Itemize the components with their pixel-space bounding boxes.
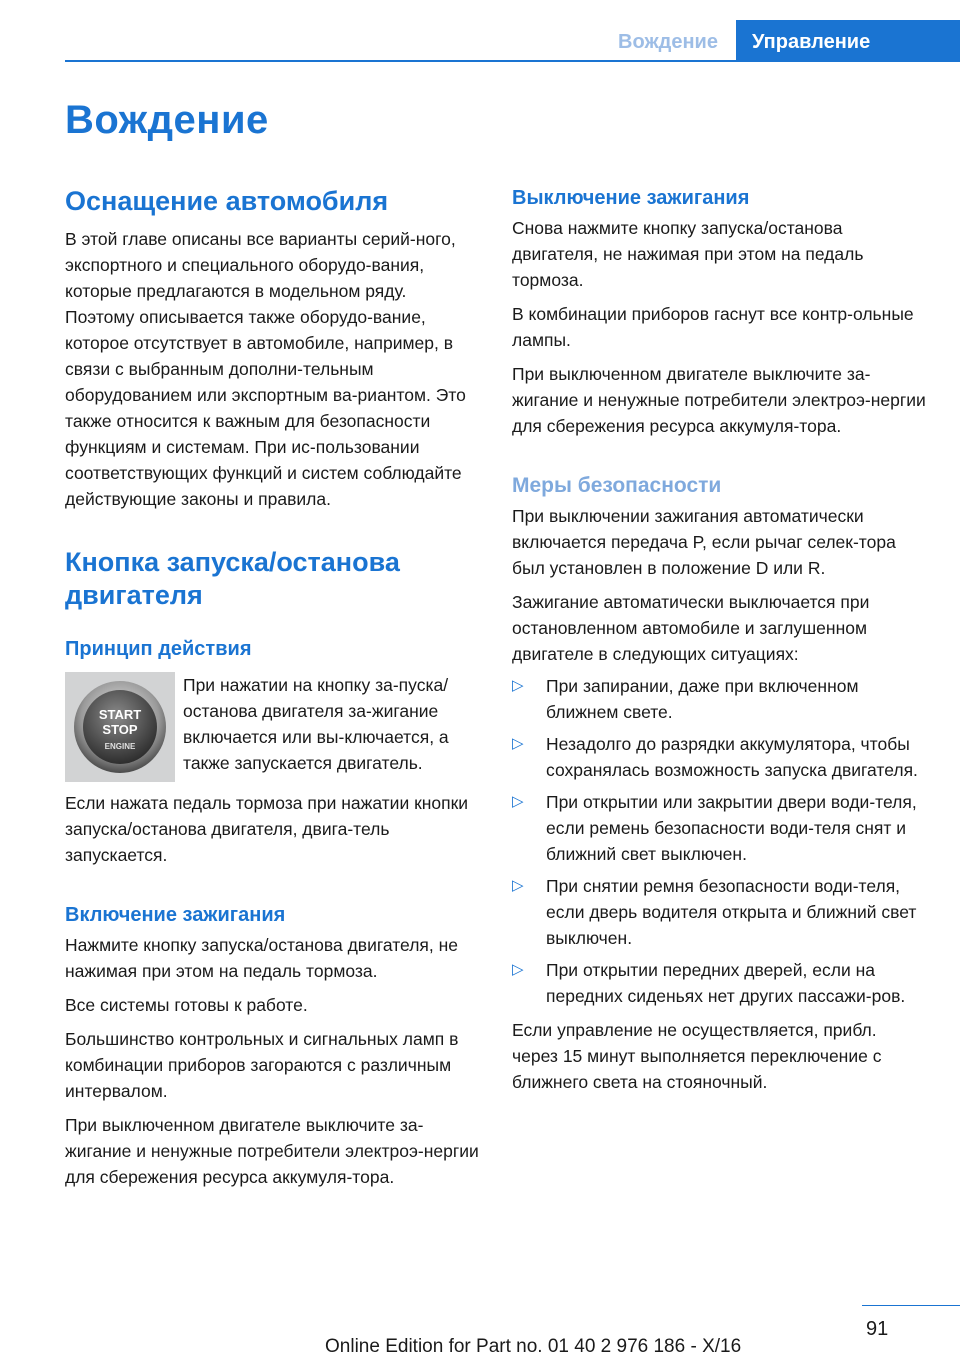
triangle-bullet-icon: ▷ <box>512 735 524 752</box>
section-tab[interactable]: Вождение <box>618 31 718 53</box>
list-item <box>512 873 927 951</box>
start-stop-engine-icon <box>72 679 168 775</box>
heading-start-stop-button: Кнопка запуска/останова двигателя <box>65 547 400 610</box>
start-label: START <box>98 707 142 722</box>
heading-principle: Принцип действия <box>65 638 252 660</box>
paragraph-ignition-on-4: При выключенном двигателе выключите за-жигание и ненужные потребители электроэ-нергии для сбережения ресурса аккумуля-тора. <box>65 1115 479 1187</box>
principle-block <box>65 672 480 782</box>
paragraph-equipment: В этой главе описаны все варианты серий-ного, экспортного и специального оборудо-вания, которые предлагаются в модельном ряду. Поэтому описывается также оборудо-вание, которое отсутствует в автомобиле, например, в связи с выбранным дополни-тельным оборудованием или экспортным ва-риантом. Это также относится к важным для безопасности функциям и системам. При ис-пользовании соответствующих функций и систем соблюдайте действующие законы и правила. <box>65 229 466 509</box>
paragraph-principle: При нажатии на кнопку за-пуска/останова двигателя за-жигание включается или вы-ключается, а также запускается двигатель. <box>183 675 449 773</box>
paragraph-ignition-off-2: В комбинации приборов гаснут все контр-ольные лампы. <box>512 304 914 350</box>
list-item-text: При снятии ремня безопасности води-теля, если дверь водителя открыта и ближний свет выключен. <box>546 876 917 948</box>
paragraph-safety-3: Если управление не осуществляется, прибл. через 15 минут выполняется переключение с ближнего света на стояночный. <box>512 1020 882 1092</box>
list-item-text: При открытии или закрытии двери води-теля, если ремень безопасности води-теля снят и ближний свет выключен. <box>546 792 917 864</box>
footer-rule <box>862 1305 960 1306</box>
right-column <box>512 185 927 1095</box>
triangle-bullet-icon: ▷ <box>512 961 524 978</box>
edition-footer: Online Edition for Part no. 01 40 2 976 186 - X/16 <box>325 1336 742 1357</box>
page-header <box>0 0 960 62</box>
paragraph-safety-2: Зажигание автоматически выключается при остановленном автомобиле и заглушенном двигателе в следующих ситуациях: <box>512 592 870 664</box>
list-item <box>512 673 927 725</box>
list-item <box>512 789 927 867</box>
heading-ignition-off: Выключение зажигания <box>512 187 750 209</box>
left-column <box>65 185 480 1190</box>
chapter-tab[interactable]: Управление <box>736 20 960 62</box>
safety-list <box>512 673 927 1009</box>
paragraph-ignition-off-1: Снова нажмите кнопку запуска/останова двигателя, не нажимая при этом на педаль тормоза. <box>512 218 864 290</box>
heading-ignition-on: Включение зажигания <box>65 904 286 926</box>
heading-equipment: Оснащение автомобиля <box>65 186 389 216</box>
list-item <box>512 731 927 783</box>
list-item-text: При открытии передних дверей, если на передних сиденьях нет других пассажи-ров. <box>546 960 906 1006</box>
start-stop-button-image <box>65 672 175 782</box>
heading-safety: Меры безопасности <box>512 474 722 497</box>
list-item-text: При запирании, даже при включенном ближнем свете. <box>546 676 859 722</box>
page-number: 91 <box>866 1318 889 1340</box>
header-rule <box>65 60 960 62</box>
paragraph-brake: Если нажата педаль тормоза при нажатии кнопки запуска/останова двигателя, двига-тель запускается. <box>65 793 469 865</box>
engine-label: ENGINE <box>104 742 136 751</box>
paragraph-ignition-on-2: Все системы готовы к работе. <box>65 995 308 1015</box>
paragraph-safety-1: При выключении зажигания автоматически включается передача P, если рычаг селек-тора был установлен в положение D или R. <box>512 506 896 578</box>
list-item-text: Незадолго до разрядки аккумулятора, чтобы сохранялась возможность запуска двигателя. <box>546 734 918 780</box>
triangle-bullet-icon: ▷ <box>512 677 524 694</box>
paragraph-ignition-on-1: Нажмите кнопку запуска/останова двигателя, не нажимая при этом на педаль тормоза. <box>65 935 458 981</box>
list-item <box>512 957 927 1009</box>
triangle-bullet-icon: ▷ <box>512 877 524 894</box>
paragraph-ignition-on-3: Большинство контрольных и сигнальных ламп в комбинации приборов загораются с различным интервалом. <box>65 1029 459 1101</box>
triangle-bullet-icon: ▷ <box>512 793 524 810</box>
page-title: Вождение <box>65 98 269 142</box>
stop-label: STOP <box>102 722 138 737</box>
paragraph-ignition-off-3: При выключенном двигателе выключите за-жигание и ненужные потребители электроэ-нергии для сбережения ресурса аккумуля-тора. <box>512 364 926 436</box>
